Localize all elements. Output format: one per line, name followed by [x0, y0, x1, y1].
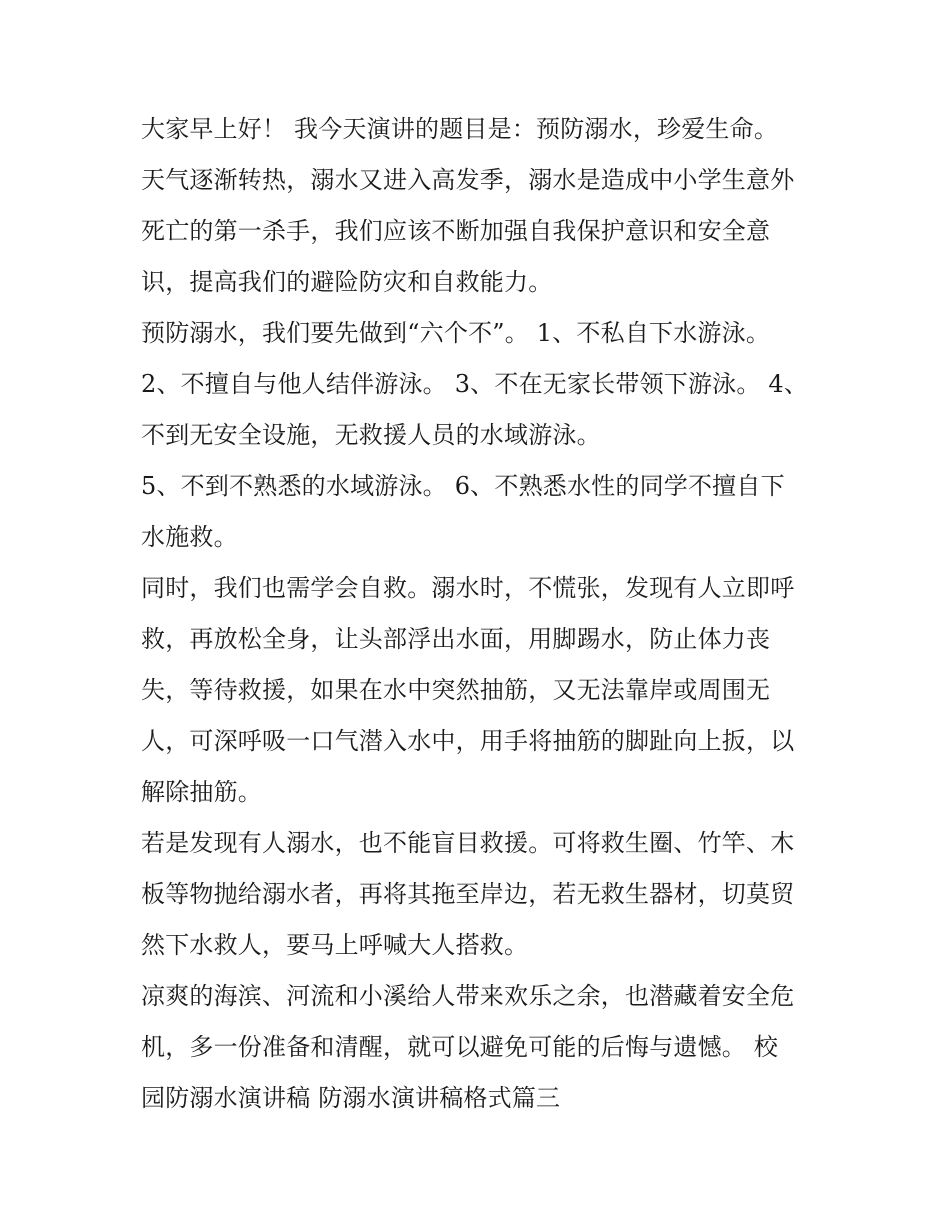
- text-line-12: 失，等待救援，如果在水中突然抽筋，又无法靠岸或周围无: [141, 676, 771, 704]
- text-line-16: 板等物抛给溺水者，再将其拖至岸边，若无救生器材，切莫贸: [141, 880, 795, 908]
- text-line-20: 园防溺水演讲稿 防溺水演讲稿格式篇三: [141, 1084, 561, 1112]
- text-line-6: 2、不擅自与他人结伴游泳。 3、不在无家长带领下游泳。 4、: [141, 370, 809, 398]
- text-line-1: 大家早上好！ 我今天演讲的题目是：预防溺水，珍爱生命。: [141, 115, 779, 143]
- text-line-3: 死亡的第一杀手，我们应该不断加强自我保护意识和安全意: [141, 217, 771, 245]
- text-line-17: 然下水救人，要马上呼喊大人搭救。: [141, 931, 529, 959]
- text-line-18: 凉爽的海滨、河流和小溪给人带来欢乐之余，也潜藏着安全危: [141, 982, 795, 1010]
- text-line-8: 5、不到不熟悉的水域游泳。 6、不熟悉水性的同学不擅自下: [141, 472, 785, 500]
- text-line-13: 人，可深呼吸一口气潜入水中，用手将抽筋的脚趾向上扳，以: [141, 727, 795, 755]
- text-line-5: 预防溺水，我们要先做到“六个不”。 1、不私自下水游泳。: [141, 319, 771, 347]
- text-line-4: 识，提高我们的避险防灾和自救能力。: [141, 268, 553, 296]
- document-page: [141, 104, 821, 1124]
- text-line-2: 天气逐渐转热，溺水又进入高发季，溺水是造成中小学生意外: [141, 166, 795, 194]
- text-line-10: 同时，我们也需学会自救。溺水时，不慌张，发现有人立即呼: [141, 574, 795, 602]
- text-line-7: 不到无安全设施，无救援人员的水域游泳。: [141, 421, 601, 449]
- text-line-11: 救，再放松全身，让头部浮出水面，用脚踢水，防止体力丧: [141, 625, 771, 653]
- text-line-19: 机，多一份准备和清醒，就可以避免可能的后悔与遗憾。 校: [141, 1033, 779, 1061]
- text-line-9: 水施救。: [141, 523, 238, 551]
- text-line-15: 若是发现有人溺水，也不能盲目救援。可将救生圈、竹竿、木: [141, 829, 795, 857]
- text-line-14: 解除抽筋。: [141, 778, 262, 806]
